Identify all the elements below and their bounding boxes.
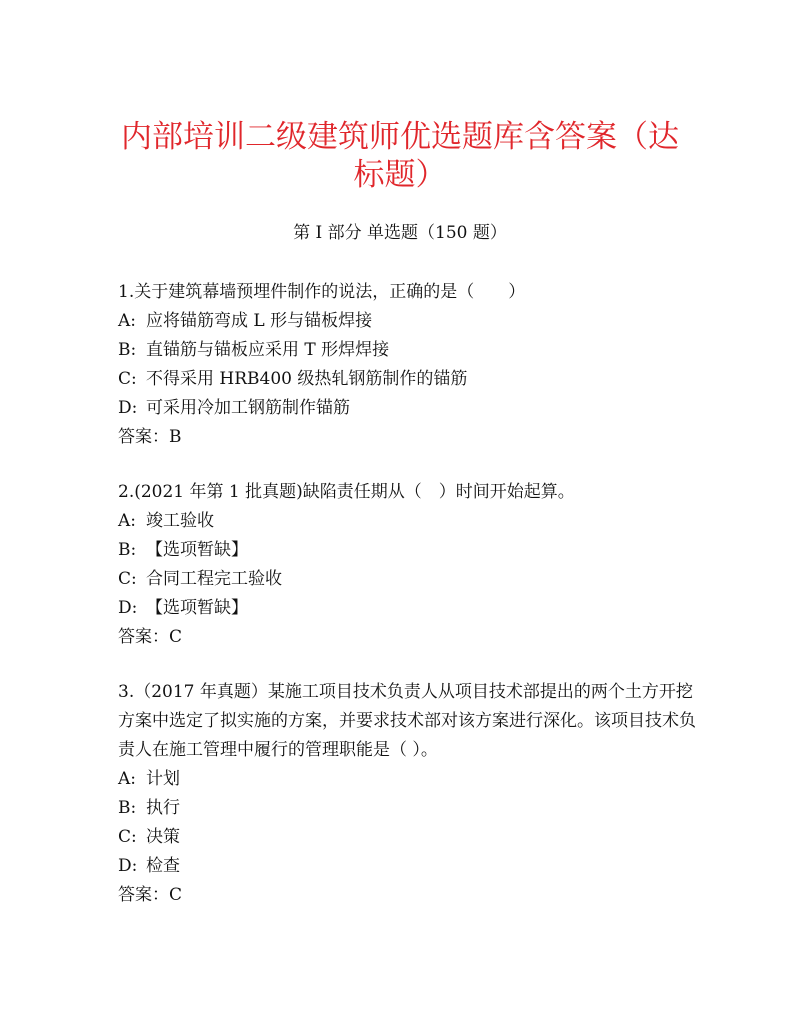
question-stem: 3.（2017 年真题）某施工项目技术负责人从项目技术部提出的两个土方开挖方案中选定了拟实施的方案，并要求技术部对该方案进行深化。该项目技术负责人在施工管理中履行的管理职能是（ ）。: [118, 682, 696, 760]
option-c: [118, 565, 698, 594]
answer-line: 答案：B: [118, 427, 182, 447]
option-letter: D:: [118, 598, 138, 618]
option-letter: A:: [118, 769, 137, 789]
question-1: [118, 278, 698, 452]
option-d: [118, 594, 698, 623]
option-a: [118, 507, 698, 536]
option-text: 计划: [146, 769, 180, 789]
option-a: [118, 307, 698, 336]
option-text: 【选项暂缺】: [146, 598, 248, 618]
option-letter: B:: [118, 340, 137, 360]
option-letter: D:: [118, 398, 138, 418]
option-letter: A:: [118, 311, 137, 331]
option-text: 竣工验收: [146, 511, 214, 531]
option-letter: B:: [118, 540, 137, 560]
option-text: 应将锚筋弯成 L 形与锚板焊接: [146, 311, 373, 331]
option-b: [118, 336, 698, 365]
question-stem: 2.(2021 年第 1 批真题)缺陷责任期从（ ）时间开始起算。: [118, 482, 575, 502]
option-b: [118, 794, 698, 823]
answer-line: 答案：C: [118, 885, 183, 905]
option-text: 【选项暂缺】: [146, 540, 248, 560]
option-letter: C:: [118, 369, 137, 389]
option-c: [118, 823, 698, 852]
option-text: 执行: [146, 798, 180, 818]
option-d: [118, 852, 698, 881]
question-stem: 1.关于建筑幕墙预埋件制作的说法，正确的是（ ）: [118, 282, 526, 302]
option-letter: B:: [118, 798, 137, 818]
option-d: [118, 394, 698, 423]
question-3: [118, 678, 698, 910]
option-text: 可采用冷加工钢筋制作锚筋: [146, 398, 350, 418]
option-letter: A:: [118, 511, 137, 531]
option-text: 检查: [146, 856, 180, 876]
option-c: [118, 365, 698, 394]
option-a: [118, 765, 698, 794]
option-text: 直锚筋与锚板应采用 T 形焊焊接: [146, 340, 390, 360]
option-text: 合同工程完工验收: [146, 569, 282, 589]
question-2: [118, 478, 698, 652]
option-text: 不得采用 HRB400 级热轧钢筋制作的锚筋: [146, 369, 468, 389]
answer-line: 答案：C: [118, 627, 183, 647]
option-b: [118, 536, 698, 565]
option-text: 决策: [146, 827, 180, 847]
section-heading: 第 I 部分 单选题（150 题）: [293, 223, 507, 243]
option-letter: D:: [118, 856, 138, 876]
document-title: 内部培训二级建筑师优选题库含答案（达标题）: [121, 119, 679, 193]
option-letter: C:: [118, 827, 137, 847]
option-letter: C:: [118, 569, 137, 589]
